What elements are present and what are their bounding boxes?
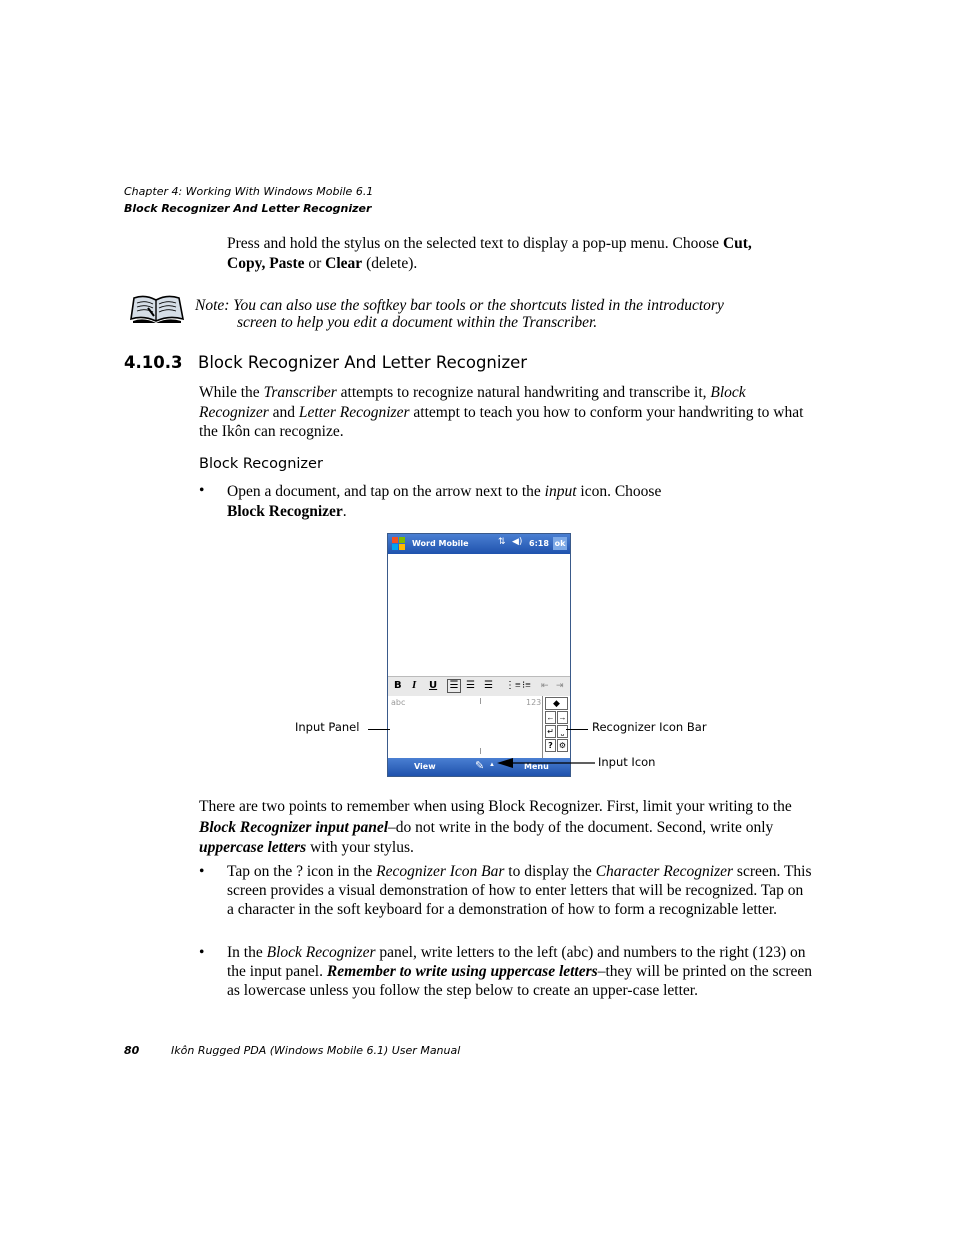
running-header-chapter: Chapter 4: Working With Windows Mobile 6.1 — [124, 185, 374, 198]
bullet-mark: • — [199, 863, 205, 880]
note-line-1: Note: You can also use the softkey bar tools or the shortcuts listed in the introductory — [195, 297, 724, 314]
view-softkey[interactable]: View — [414, 762, 436, 771]
numbered-list-icon[interactable]: ⋮≡ — [505, 680, 521, 691]
clock[interactable]: 6:18 — [529, 539, 549, 548]
formatting-toolbar — [388, 676, 570, 698]
bullet-question-icon: Tap on the ? icon in the Recognizer Icon Bar to display the Character Recognizer screen. This screen provides a visual demonstration of how to enter letters that will be recognized. Tap on a character in the soft keyboard for a demonstration of how to form a recognizable letter. — [227, 863, 812, 918]
callout-recognizer-icon-bar: Recognizer Icon Bar — [592, 720, 707, 734]
running-header-section: Block Recognizer And Letter Recognizer — [124, 202, 372, 215]
right-arrow-icon[interactable]: → — [558, 713, 567, 722]
menu-softkey[interactable]: Menu — [524, 762, 549, 771]
underline-button[interactable]: U — [429, 680, 438, 691]
app-title: Word Mobile — [412, 539, 469, 548]
volume-icon[interactable]: ◀) — [512, 537, 523, 547]
bullet-mark: • — [199, 482, 205, 499]
input-divider-bottom — [480, 748, 481, 754]
book-note-icon — [128, 292, 186, 326]
paragraph-intro-recognizers: While the Transcriber attempts to recognize natural handwriting and transcribe it, Block Recognizer and Letter Recognizer attempt to teach you how to conform your handwriting to what the Ikôn can recognize. — [199, 384, 804, 440]
enter-icon[interactable]: ↵ — [545, 725, 556, 738]
title-bar — [388, 534, 570, 554]
input-divider-top — [480, 698, 481, 704]
windows-start-icon[interactable] — [392, 537, 405, 550]
callout-arrow-input-icon — [497, 756, 595, 768]
bullet-open-document: Open a document, and tap on the arrow next to the input icon. Choose Block Recognizer. — [227, 483, 662, 520]
input-arrow-icon[interactable]: ▲ — [489, 762, 495, 768]
align-right-icon[interactable]: ☰ — [484, 680, 493, 691]
subheading-block-recognizer: Block Recognizer — [199, 456, 323, 472]
callout-input-panel: Input Panel — [295, 720, 360, 734]
bullet-list-icon[interactable]: ⁝≡ — [522, 680, 531, 691]
note-line-2: screen to help you edit a document within the Transcriber. — [237, 314, 598, 331]
outdent-icon[interactable]: ⇤ — [541, 680, 549, 690]
backspace-icon[interactable]: ◆ — [545, 697, 568, 710]
bullet-mark: • — [199, 944, 205, 961]
space-icon[interactable]: ⎵ — [557, 725, 568, 738]
bold-button[interactable]: B — [394, 680, 402, 691]
abc-label: abc — [391, 698, 406, 707]
input-panel[interactable] — [388, 696, 542, 758]
paragraph-two-points: There are two points to remember when using Block Recognizer. First, limit your writing to the Block Recognizer input panel–do not write in the body of the document. Second, write only uppercase letters with your stylus. — [199, 798, 792, 856]
word-mobile-screenshot — [387, 533, 571, 777]
section-title: Block Recognizer And Letter Recognizer — [198, 353, 528, 372]
intro-paragraph: Press and hold the stylus on the selected text to display a pop-up menu. Choose Cut, Copy, Paste or Clear (delete). — [227, 235, 752, 272]
callout-line-recognizer — [566, 729, 588, 730]
connectivity-icon[interactable]: ⇅ — [498, 537, 506, 547]
recognizer-icon-bar — [542, 696, 571, 758]
bullet-block-recognizer-panel: In the Block Recognizer panel, write letters to the left (abc) and numbers to the right (123) on the input panel. Remember to write using uppercase letters–they will be printed on the screen as lowercase unless you follow the step below to create an upper-case letter. — [227, 944, 813, 999]
section-number: 4.10.3 — [124, 353, 183, 372]
callout-input-icon: Input Icon — [598, 755, 656, 769]
help-question-key[interactable]: ? — [545, 739, 556, 752]
italic-button[interactable]: I — [412, 679, 417, 691]
ok-button[interactable]: ok — [554, 539, 566, 548]
footer-title: Ikôn Rugged PDA (Windows Mobile 6.1) User Manual — [171, 1044, 461, 1057]
align-left-icon[interactable]: ☰ — [447, 679, 461, 693]
left-arrow-icon[interactable]: ← — [546, 713, 555, 722]
callout-line-input-panel — [368, 729, 390, 730]
document-body[interactable] — [388, 554, 570, 676]
options-icon[interactable]: ⚙ — [558, 741, 567, 750]
align-center-icon[interactable]: ☰ — [466, 680, 475, 691]
indent-icon[interactable]: ⇥ — [556, 680, 564, 690]
page-number: 80 — [124, 1044, 140, 1057]
number-label: 123 — [526, 698, 542, 707]
input-icon[interactable]: ✎ — [475, 760, 485, 772]
